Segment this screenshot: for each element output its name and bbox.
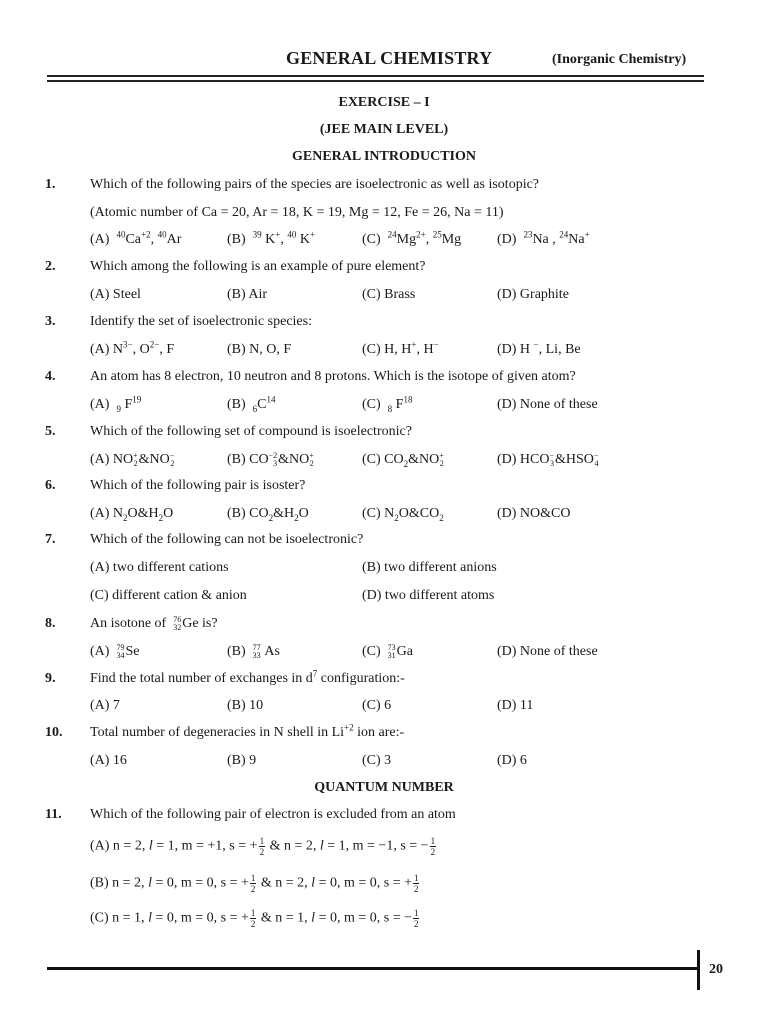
question-text: Total number of degeneracies in N shell in $Li^{+2}$ ion are:- [90,722,405,740]
question-text: Identify the set of isoelectronic species: [90,314,312,329]
option-c: (C) $_8$ $F^{18}$ [362,394,413,414]
option-c: (C) n = 1, l = 0, m = 0, s = + $\frac{1}{2}$ & n = 1, l = 0, m = 0, s = − $\frac{1}{2}$ [90,908,419,929]
option-d: (D) HCO − 3 &HSO − 4 [497,451,599,468]
option-b: (B) 9 [227,753,257,768]
header-rule-top [47,75,704,77]
question-number: 5. [45,424,56,439]
option-a: (A) 7 [90,698,120,713]
option-a: (A) $N^{3-}$, $O^{2-}$, F [90,339,175,357]
option-d: (D) two different atoms [362,588,495,603]
option-a: (A) 79 34 Se [90,643,140,660]
option-b: (B) N, O, F [227,342,292,357]
page-number: 20 [709,962,723,977]
section-heading-general-introduction: GENERAL INTRODUCTION [292,149,476,164]
header-rule-bottom [47,80,704,82]
option-d: (D) 6 [497,753,527,768]
option-d: (D) None of these [497,397,598,412]
question-number: 10. [45,725,63,740]
option-d: (D) None of these [497,644,598,659]
option-b: (B) 10 [227,698,264,713]
option-c: (C) H, H+, H− [362,339,439,357]
question-number: 7. [45,532,56,547]
document-subtitle: (Inorganic Chemistry) [552,52,687,67]
option-a: (A) $N_2O\&H_2O$ [90,506,174,523]
option-d: (D) H −, Li, Be [497,339,581,357]
option-b: (B) CO −2 3 &NO + 2 [227,451,314,468]
question-text: Which of the following pairs of the species are isoelectronic as well as isotopic? [90,177,540,192]
option-d: (D) Graphite [497,287,569,302]
question-text: Find the total number of exchanges in $d^7$ configuration:- [90,668,405,686]
option-d: (D) 11 [497,698,534,713]
question-text: An atom has 8 electron, 10 neutron and 8 protons. Which is the isotope of given atom? [90,369,576,384]
option-d: (D) NO&CO [497,506,571,521]
question-note: (Atomic number of Ca = 20, Ar = 18, K = 19, Mg = 12, Fe = 26, Na = 11) [90,205,504,220]
question-number: 9. [45,671,56,686]
question-number: 3. [45,314,56,329]
question-number: 2. [45,259,56,274]
question-text: Which of the following can not be isoelectronic? [90,532,364,547]
option-a: (A) two different cations [90,560,229,575]
document-title: GENERAL CHEMISTRY [286,48,493,68]
option-c: (C) $N_2O\&CO_2$ [362,506,444,523]
option-b: (B) n = 2, l = 0, m = 0, s = + $\frac{1}{2}$ & n = 2, l = 0, m = 0, s = + $\frac{1}{2}$ [90,873,419,894]
question-number: 11. [45,807,62,822]
option-c: (C) $^{24}Mg^{2+}$, $^{25}$Mg [362,229,462,247]
option-c: (C) 6 [362,698,392,713]
option-c: (C) $CO_2\&NO$ + 2 [362,451,444,470]
option-a: (A) 16 [90,753,127,768]
question-number: 6. [45,478,56,493]
level-heading: (JEE MAIN LEVEL) [319,122,449,137]
option-c: (C) 3 [362,753,392,768]
footer-divider [697,950,700,990]
footer-rule [47,967,697,970]
question-number: 4. [45,369,56,384]
option-c: (C) Brass [362,287,416,302]
option-c: (C) different cation & anion [90,588,247,603]
option-b: (B) two different anions [362,560,497,575]
option-b: (B) 77 33 As [227,643,280,660]
option-a: (A) $^{40}Ca^{+2}$, $^{40}$Ar [90,229,182,247]
question-number: 1. [45,177,56,192]
exercise-heading: EXERCISE – I [338,95,430,110]
option-a: (A) NO + 2 &NO − 2 [90,451,175,468]
question-text: An isotone of 76 32 Ge is? [90,615,218,632]
option-b: (B) $^{39}$ K+, $^{40}$ K+ [227,229,316,247]
option-a: (A) $_9$ $F^{19}$ [90,394,142,414]
question-text: Which among the following is an example of pure element? [90,259,426,274]
option-d: (D) $^{23}$Na , $^{24}$Na+ [497,229,590,247]
option-b: (B) $_6C^{14}$ [227,394,276,414]
question-text: Which of the following set of compound is isoelectronic? [90,424,412,439]
option-c: (C) 73 31 Ga [362,643,413,660]
option-a: (A) Steel [90,287,141,302]
question-number: 8. [45,616,56,631]
question-text: Which of the following pair is isoster? [90,478,306,493]
section-heading-quantum-number: QUANTUM NUMBER [314,780,454,795]
option-b: (B) $CO_2\&H_2O$ [227,506,309,523]
option-a: (A) n = 2, l = 1, m = +1, s = + $\frac{1}{2}$ & n = 2, l = 1, m = −1, s = − $\frac{1}{2}$ [90,836,436,857]
option-b: (B) Air [227,287,268,302]
question-text: Which of the following pair of electron is excluded from an atom [90,807,456,822]
